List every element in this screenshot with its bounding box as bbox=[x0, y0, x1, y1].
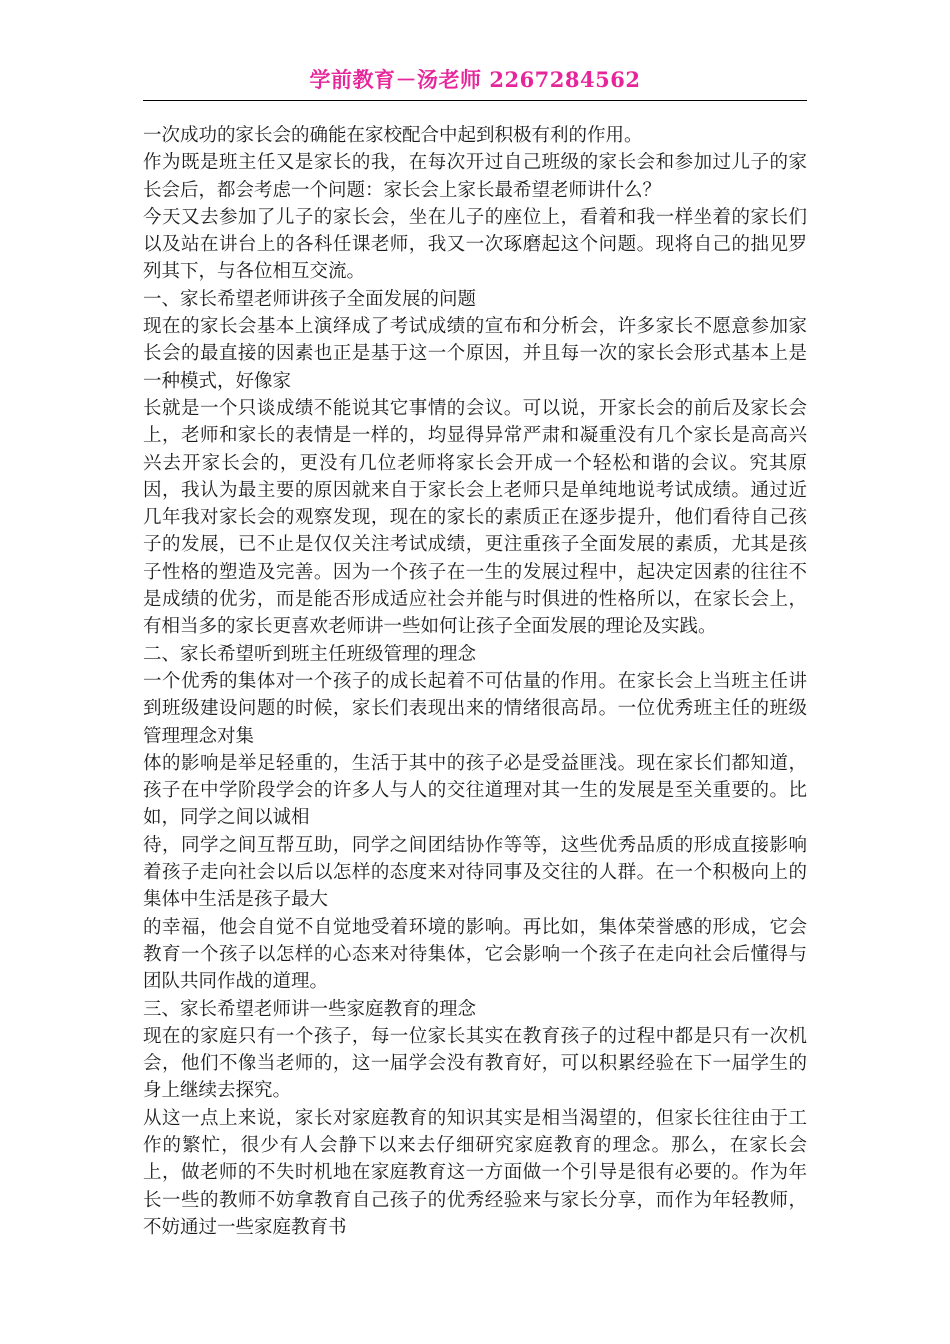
paragraph: 现在的家庭只有一个孩子，每一位家长其实在教育孩子的过程中都是只有一次机会，他们不像当老师的，这一届学会没有教育好，可以积累经验在下一届学生的身上继续去探究。 bbox=[143, 1025, 807, 1102]
paragraph: 长就是一个只谈成绩不能说其它事情的会议。可以说，开家长会的前后及家长会上，老师和家长的表情是一样的，均显得异常严肃和凝重没有几个家长是高高兴兴去开家长会的，更没有几位老师将家长会开成一个轻松和谐的会议。究其原因，我认为最主要的原因就来自于家长会上老师只是单纯地说考试成绩。通过近几年我对家长会的观察发现，现在的家长的素质正在逐步提升，他们看待自己孩子的发展，已不止是仅仅关注考试成绩，更注重孩子全面发展的素质，尤其是孩子性格的塑造及完善。因为一个孩子在一生的发展过程中，起决定因素的往往不是成绩的优劣，而是能否形成适应社会并能与时俱进的性格所以，在家长会上，有相当多的家长更喜欢老师讲一些如何让孩子全面发展的理论及实践。 bbox=[143, 397, 807, 638]
paragraph: 一个优秀的集体对一个孩子的成长起着不可估量的作用。在家长会上当班主任讲到班级建设问题的时候，家长们表现出来的情绪很高昂。一位优秀班主任的班级管理理念对集 bbox=[143, 670, 807, 747]
paragraph: 从这一点上来说，家长对家庭教育的知识其实是相当渴望的，但家长往往由于工作的繁忙，很少有人会静下以来去仔细研究家庭教育的理念。那么，在家长会上，做老师的不失时机地在家庭教育这一方面做一个引导是很有必要的。作为年长一些的教师不妨拿教育自己孩子的优秀经验来与家长分享，而作为年轻教师，不妨通过一些家庭教育书 bbox=[143, 1107, 807, 1238]
page-header bbox=[143, 60, 807, 101]
header-title: 学前教育－汤老师 2267284562 bbox=[309, 67, 641, 92]
paragraph: 待，同学之间互帮互助，同学之间团结协作等等，这些优秀品质的形成直接影响着孩子走向社会以后以怎样的态度来对待同事及交往的人群。在一个积极向上的集体中生活是孩子最大 bbox=[143, 834, 807, 911]
section-heading-2: 二、家长希望听到班主任班级管理的理念 bbox=[143, 643, 477, 665]
paragraph: 今天又去参加了儿子的家长会，坐在儿子的座位上，看着和我一样坐着的家长们以及站在讲台上的各科任课老师，我又一次琢磨起这个问题。现将自己的拙见罗列其下，与各位相互交流。 bbox=[143, 206, 807, 283]
paragraph: 现在的家长会基本上演绎成了考试成绩的宣布和分析会，许多家长不愿意参加家长会的最直接的因素也正是基于这一个原因，并且每一次的家长会形式基本上是一种模式，好像家 bbox=[143, 316, 807, 392]
section-heading-1: 一、家长希望老师讲孩子全面发展的问题 bbox=[143, 288, 477, 310]
section-heading-3: 三、家长希望老师讲一些家庭教育的理念 bbox=[143, 998, 477, 1020]
document-body bbox=[143, 122, 807, 1241]
paragraph: 作为既是班主任又是家长的我，在每次开过自己班级的家长会和参加过儿子的家长会后，都会考虑一个问题：家长会上家长最希望老师讲什么？ bbox=[143, 152, 807, 201]
paragraph: 的幸福，他会自觉不自觉地受着环境的影响。再比如，集体荣誉感的形成，它会教育一个孩子以怎样的心态来对待集体，它会影响一个孩子在走向社会后懂得与团队共同作战的道理。 bbox=[143, 916, 807, 993]
paragraph-intro: 一次成功的家长会的确能在家校配合中起到积极有利的作用。 bbox=[143, 125, 643, 146]
paragraph: 体的影响是举足轻重的，生活于其中的孩子必是受益匪浅。现在家长们都知道，孩子在中学阶段学会的许多人与人的交往道理对其一生的发展是至关重要的。比如，同学之间以诚相 bbox=[143, 752, 807, 829]
